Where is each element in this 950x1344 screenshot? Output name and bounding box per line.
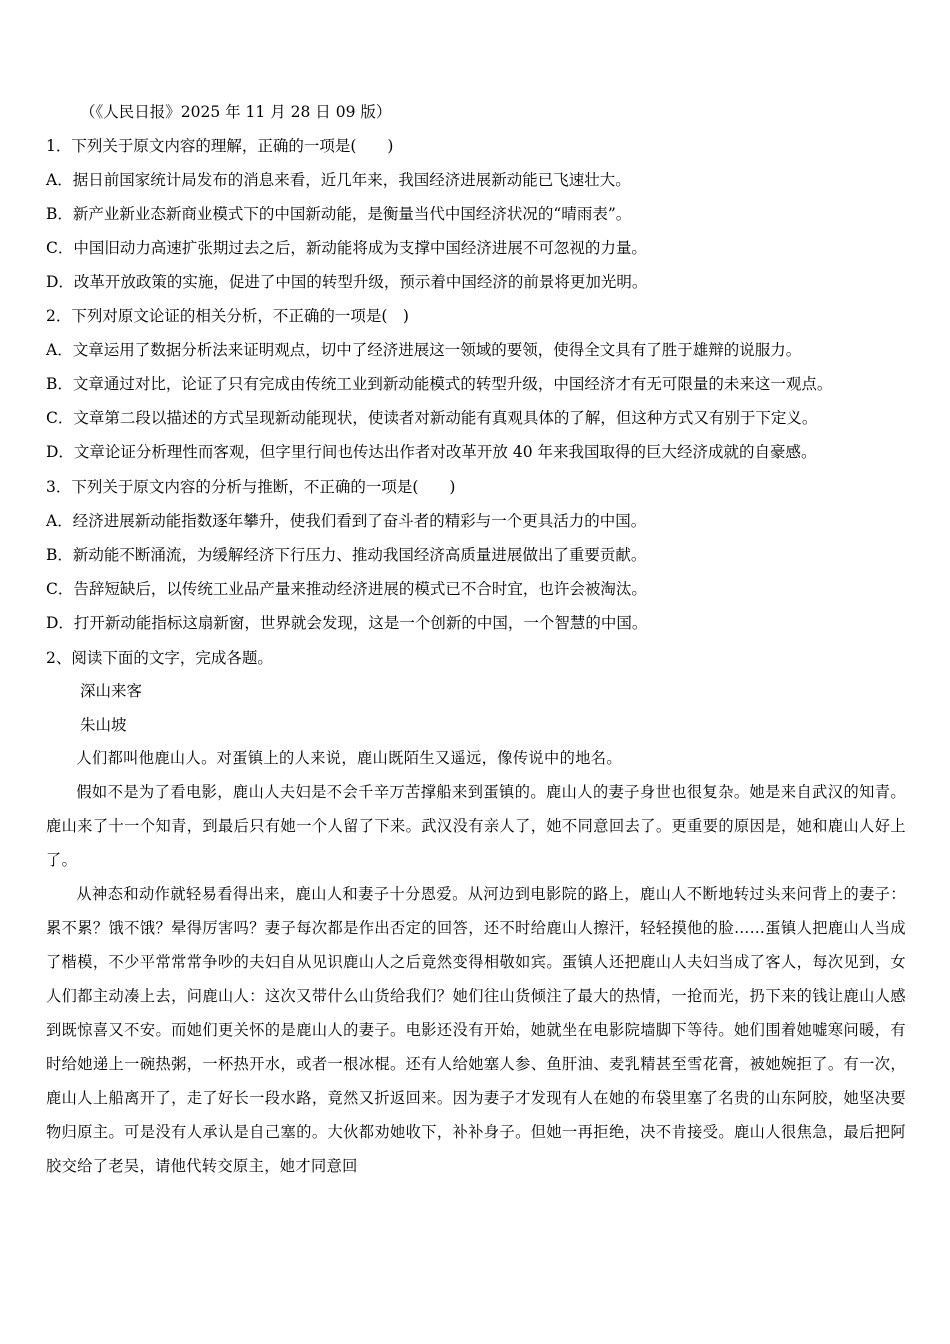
question-3-option-b: B．新动能不断涌流，为缓解经济下行压力、推动我国经济高质量进展做出了重要贡献。 — [46, 546, 647, 564]
story-body — [46, 741, 906, 1183]
section-2-heading: 2、阅读下面的文字，完成各题。 — [46, 649, 273, 667]
source-citation: （《人民日报》2025 年 11 月 28 日 09 版） — [80, 103, 392, 121]
question-3-option-c: C．告辞短缺后，以传统工业品产量来推动经济进展的模式已不合时宜，也许会被淘汰。 — [46, 580, 647, 598]
story-paragraph: 从神态和动作就轻易看得出来，鹿山人和妻子十分恩爱。从河边到电影院的路上，鹿山人不断地转过头来问背上的妻子：累不累？饿不饿？晕得厉害吗？妻子每次都是作出否定的回答，还不时给鹿山人擦汗，轻轻摸他的脸……蛋镇人把鹿山人当成了楷模，不少平常常常争吵的夫妇自从见识鹿山人之后竟然变得相敬如宾。蛋镇人还把鹿山人夫妇当成了客人，每次见到，女人们都主动凑上去，问鹿山人：这次又带什么山货给我们？她们往山货倾注了最大的热情，一抢而光，扔下来的钱让鹿山人感到既惊喜又不安。而她们更关怀的是鹿山人的妻子。电影还没有开始，她就坐在电影院墙脚下等待。她们围着她嘘寒问暖，有时给她递上一碗热粥，一杯热开水，或者一根冰棍。还有人给她塞人参、鱼肝油、麦乳精甚至雪花膏，被她婉拒了。有一次，鹿山人上船离开了，走了好长一段水路，竟然又折返回来。因为妻子才发现有人在她的布袋里塞了名贵的山东阿胶，她坚决要物归原主。可是没有人承认是自己塞的。大伙都劝她收下，补补身子。但她一再拒绝，决不肯接受。鹿山人很焦急，最后把阿胶交给了老吴，请他代转交原主，她才同意回 — [46, 885, 906, 1175]
story-author: 朱山坡 — [80, 716, 127, 734]
question-3-option-a: A．经济进展新动能指数逐年攀升，使我们看到了奋斗者的精彩与一个更具活力的中国。 — [46, 512, 647, 530]
question-3-stem: 3．下列关于原文内容的分析与推断，不正确的一项是( ) — [46, 478, 456, 496]
question-1-option-a: A．据日前国家统计局发布的消息来看，近几年来，我国经济进展新动能已飞速壮大。 — [46, 171, 631, 189]
question-1-option-b: B．新产业新业态新商业模式下的中国新动能，是衡量当代中国经济状况的“晴雨表”。 — [46, 205, 632, 223]
question-1-option-d: D．改革开放政策的实施，促进了中国的转型升级，预示着中国经济的前景将更加光明。 — [46, 273, 648, 291]
story-paragraph: 假如不是为了看电影，鹿山人夫妇是不会千辛万苦撑船来到蛋镇的。鹿山人的妻子身世也很复杂。她是来自武汉的知青。鹿山来了十一个知青，到最后只有她一个人留了下来。武汉没有亲人了，她不同意回去了。更重要的原因是，她和鹿山人好上了。 — [46, 783, 906, 869]
question-2-option-b: B．文章通过对比，论证了只有完成由传统工业到新动能模式的转型升级，中国经济才有无可限量的未来这一观点。 — [46, 375, 833, 393]
question-3-option-d: D．打开新动能指标这扇新窗，世界就会发现，这是一个创新的中国，一个智慧的中国。 — [46, 614, 648, 632]
question-2-option-d: D．文章论证分析理性而客观，但字里行间也传达出作者对改革开放 40 年来我国取得的巨大经济成就的自豪感。 — [46, 443, 817, 461]
story-paragraph: 人们都叫他鹿山人。对蛋镇上的人来说，鹿山既陌生又遥远，像传说中的地名。 — [76, 749, 622, 767]
question-2-option-c: C．文章第二段以描述的方式呈现新动能现状，使读者对新动能有真观具体的了解，但这种方式又有别于下定义。 — [46, 409, 818, 427]
story-title: 深山来客 — [80, 682, 143, 700]
question-1-stem: 1．下列关于原文内容的理解，正确的一项是( ) — [46, 137, 394, 155]
question-2-option-a: A．文章运用了数据分析法来证明观点，切中了经济进展这一领域的要领，使得全文具有了胜于雄辩的说服力。 — [46, 341, 802, 359]
question-1-option-c: C．中国旧动力高速扩张期过去之后，新动能将成为支撑中国经济进展不可忽视的力量。 — [46, 239, 647, 257]
question-2-stem: 2．下列对原文论证的相关分析，不正确的一项是( ) — [46, 307, 409, 325]
